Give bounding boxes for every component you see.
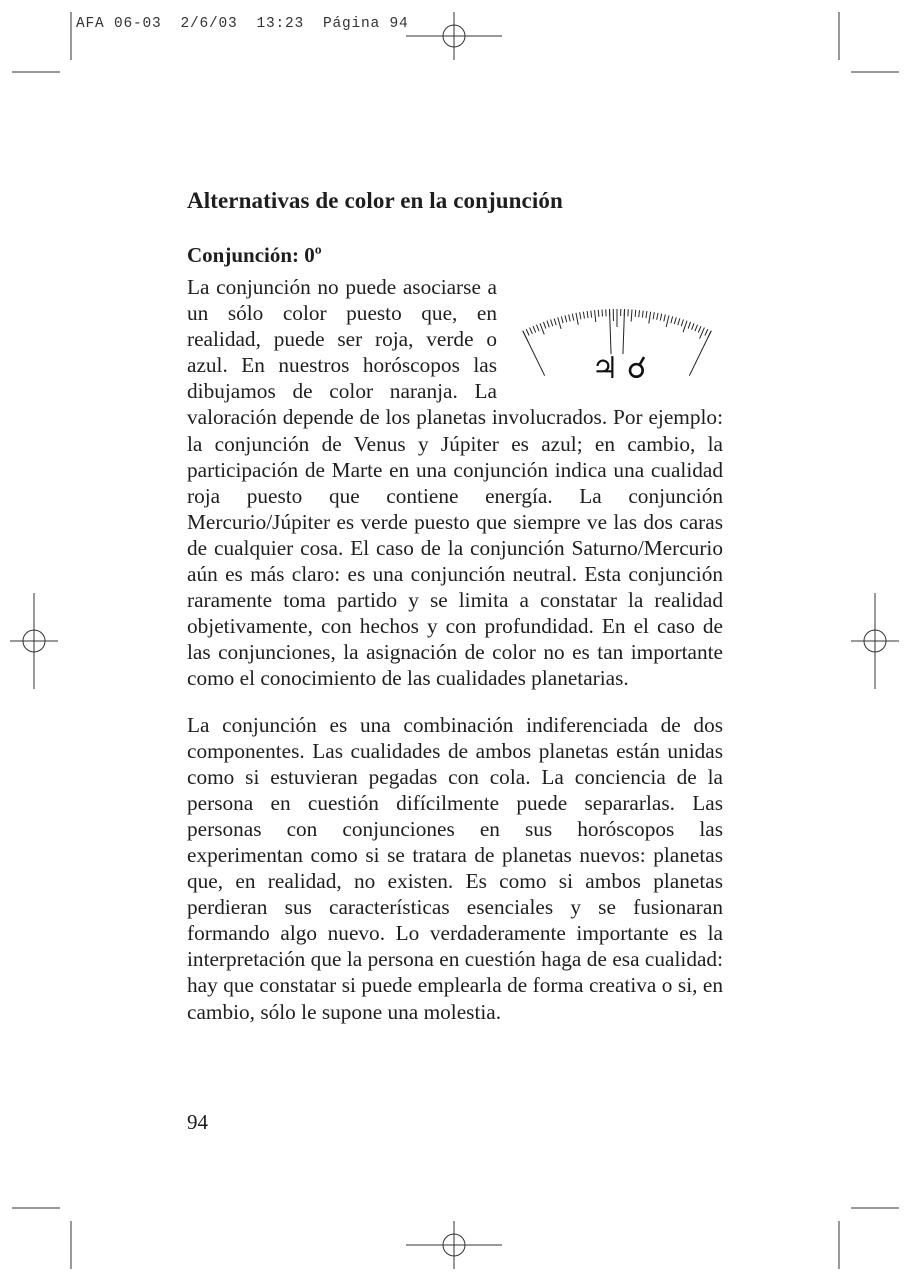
scale-tick	[583, 312, 584, 319]
conjunction-scale-diagram	[511, 284, 723, 384]
scale-tick	[547, 321, 549, 328]
scale-tick	[649, 312, 651, 324]
scale-tick	[698, 326, 701, 332]
scale-tick	[554, 318, 556, 325]
scale-tick	[543, 322, 545, 329]
scale-tick	[631, 310, 632, 322]
section-title: Alternativas de color en la conjunción	[187, 188, 563, 213]
scale-tick	[558, 317, 561, 329]
scale-sector-line	[610, 309, 612, 354]
scale-tick	[572, 314, 573, 321]
scale-tick	[530, 328, 533, 334]
scale-tick	[565, 315, 567, 322]
scale-tick	[551, 320, 553, 327]
scale-tick	[653, 312, 654, 319]
scale-tick	[688, 322, 690, 329]
scale-tick	[569, 315, 571, 322]
scale-tick	[639, 310, 640, 317]
scale-tick	[576, 313, 578, 325]
scale-tick	[646, 311, 647, 318]
scale-tick	[561, 316, 563, 323]
text-column	[187, 274, 723, 1025]
scale-tick	[678, 318, 680, 325]
scale-tick	[692, 323, 695, 330]
scale-tick	[674, 317, 676, 324]
scale-sector-line	[623, 309, 625, 354]
registration-mark-right	[851, 593, 899, 689]
scale-tick	[642, 311, 643, 318]
page-number: 94	[187, 1110, 208, 1134]
scale-tick	[681, 320, 683, 327]
registration-mark-top	[406, 12, 502, 60]
scale-tick	[683, 321, 687, 332]
paragraph-2: La conjunción es una combinación indiferenciada de dos componentes. Las cualidades de ambos planetas están unidas como si estuvieran pegadas con cola. La conciencia de la persona en cuestión difícilmente puede separarlas. Las personas con conjunciones en sus horóscopos las experimentan como si se tratara de planetas nuevos: planetas que, en realidad, no existen. Es como si ambos planetas perdieran sus características esenciales y se fusionaran formando algo nuevo. Lo verdaderamente importante es la interpretación que la persona en cuestión haga de esa cualidad: hay que constatar si puede emplearla de forma creativa o si, en cambio, sólo le supone una molestia.	[187, 712, 723, 1024]
conjunction-figure	[511, 274, 723, 384]
scale-tick	[700, 328, 705, 339]
scale-tick	[540, 323, 544, 334]
scale-tick	[671, 316, 673, 323]
conjunction-icon: ☌	[626, 351, 648, 384]
printer-slug: AFA 06-03 2/6/03 13:23 Página 94	[76, 16, 409, 32]
registration-mark-bottom	[406, 1221, 502, 1269]
scale-tick	[580, 312, 581, 319]
scale-tick	[635, 310, 636, 317]
registration-mark-left	[10, 593, 58, 689]
scale-tick	[591, 311, 592, 318]
jupiter-icon: ♃	[591, 351, 619, 384]
scale-tick	[664, 315, 666, 322]
scale-tick	[533, 326, 536, 332]
scale-tick	[695, 325, 698, 331]
scale-tick	[657, 313, 658, 320]
scale-tick	[595, 310, 596, 322]
scale-tick	[660, 314, 661, 321]
scale-tick	[666, 315, 669, 327]
scale-tick	[705, 329, 708, 335]
scale-tick	[536, 325, 539, 331]
paragraph-1: La conjunción no puede asociarse a un sólo color puesto que, en realidad, puede ser roja, verde o azul. En nuestros horóscopos las dibujamos de color naranja. La valoración depende de los planetas involucrados. Por ejemplo: la conjunción de Venus y Júpiter es azul; en cambio, la participación de Marte en una conjunción indica una cualidad roja puesto que contiene energía. La conjunción Mercurio/Júpiter es verde puesto que siempre ve las dos caras de cualquier cosa. El caso de la conjunción Saturno/Mercurio aún es más claro: es una conjunción neutral. Esta conjunción raramente toma partido y se limita a constatar la realidad objetivamente, con hechos y con profundidad. En el caso de las conjunciones, la asignación de color no es tan importante como el conocimiento de las cualidades planetarias.	[187, 275, 723, 691]
scale-tick	[598, 310, 599, 317]
aspect-subtitle: Conjunción: 0º	[187, 243, 322, 267]
scale-tick	[587, 311, 588, 318]
scale-tick	[526, 329, 529, 335]
scale-sector-line	[523, 331, 545, 376]
